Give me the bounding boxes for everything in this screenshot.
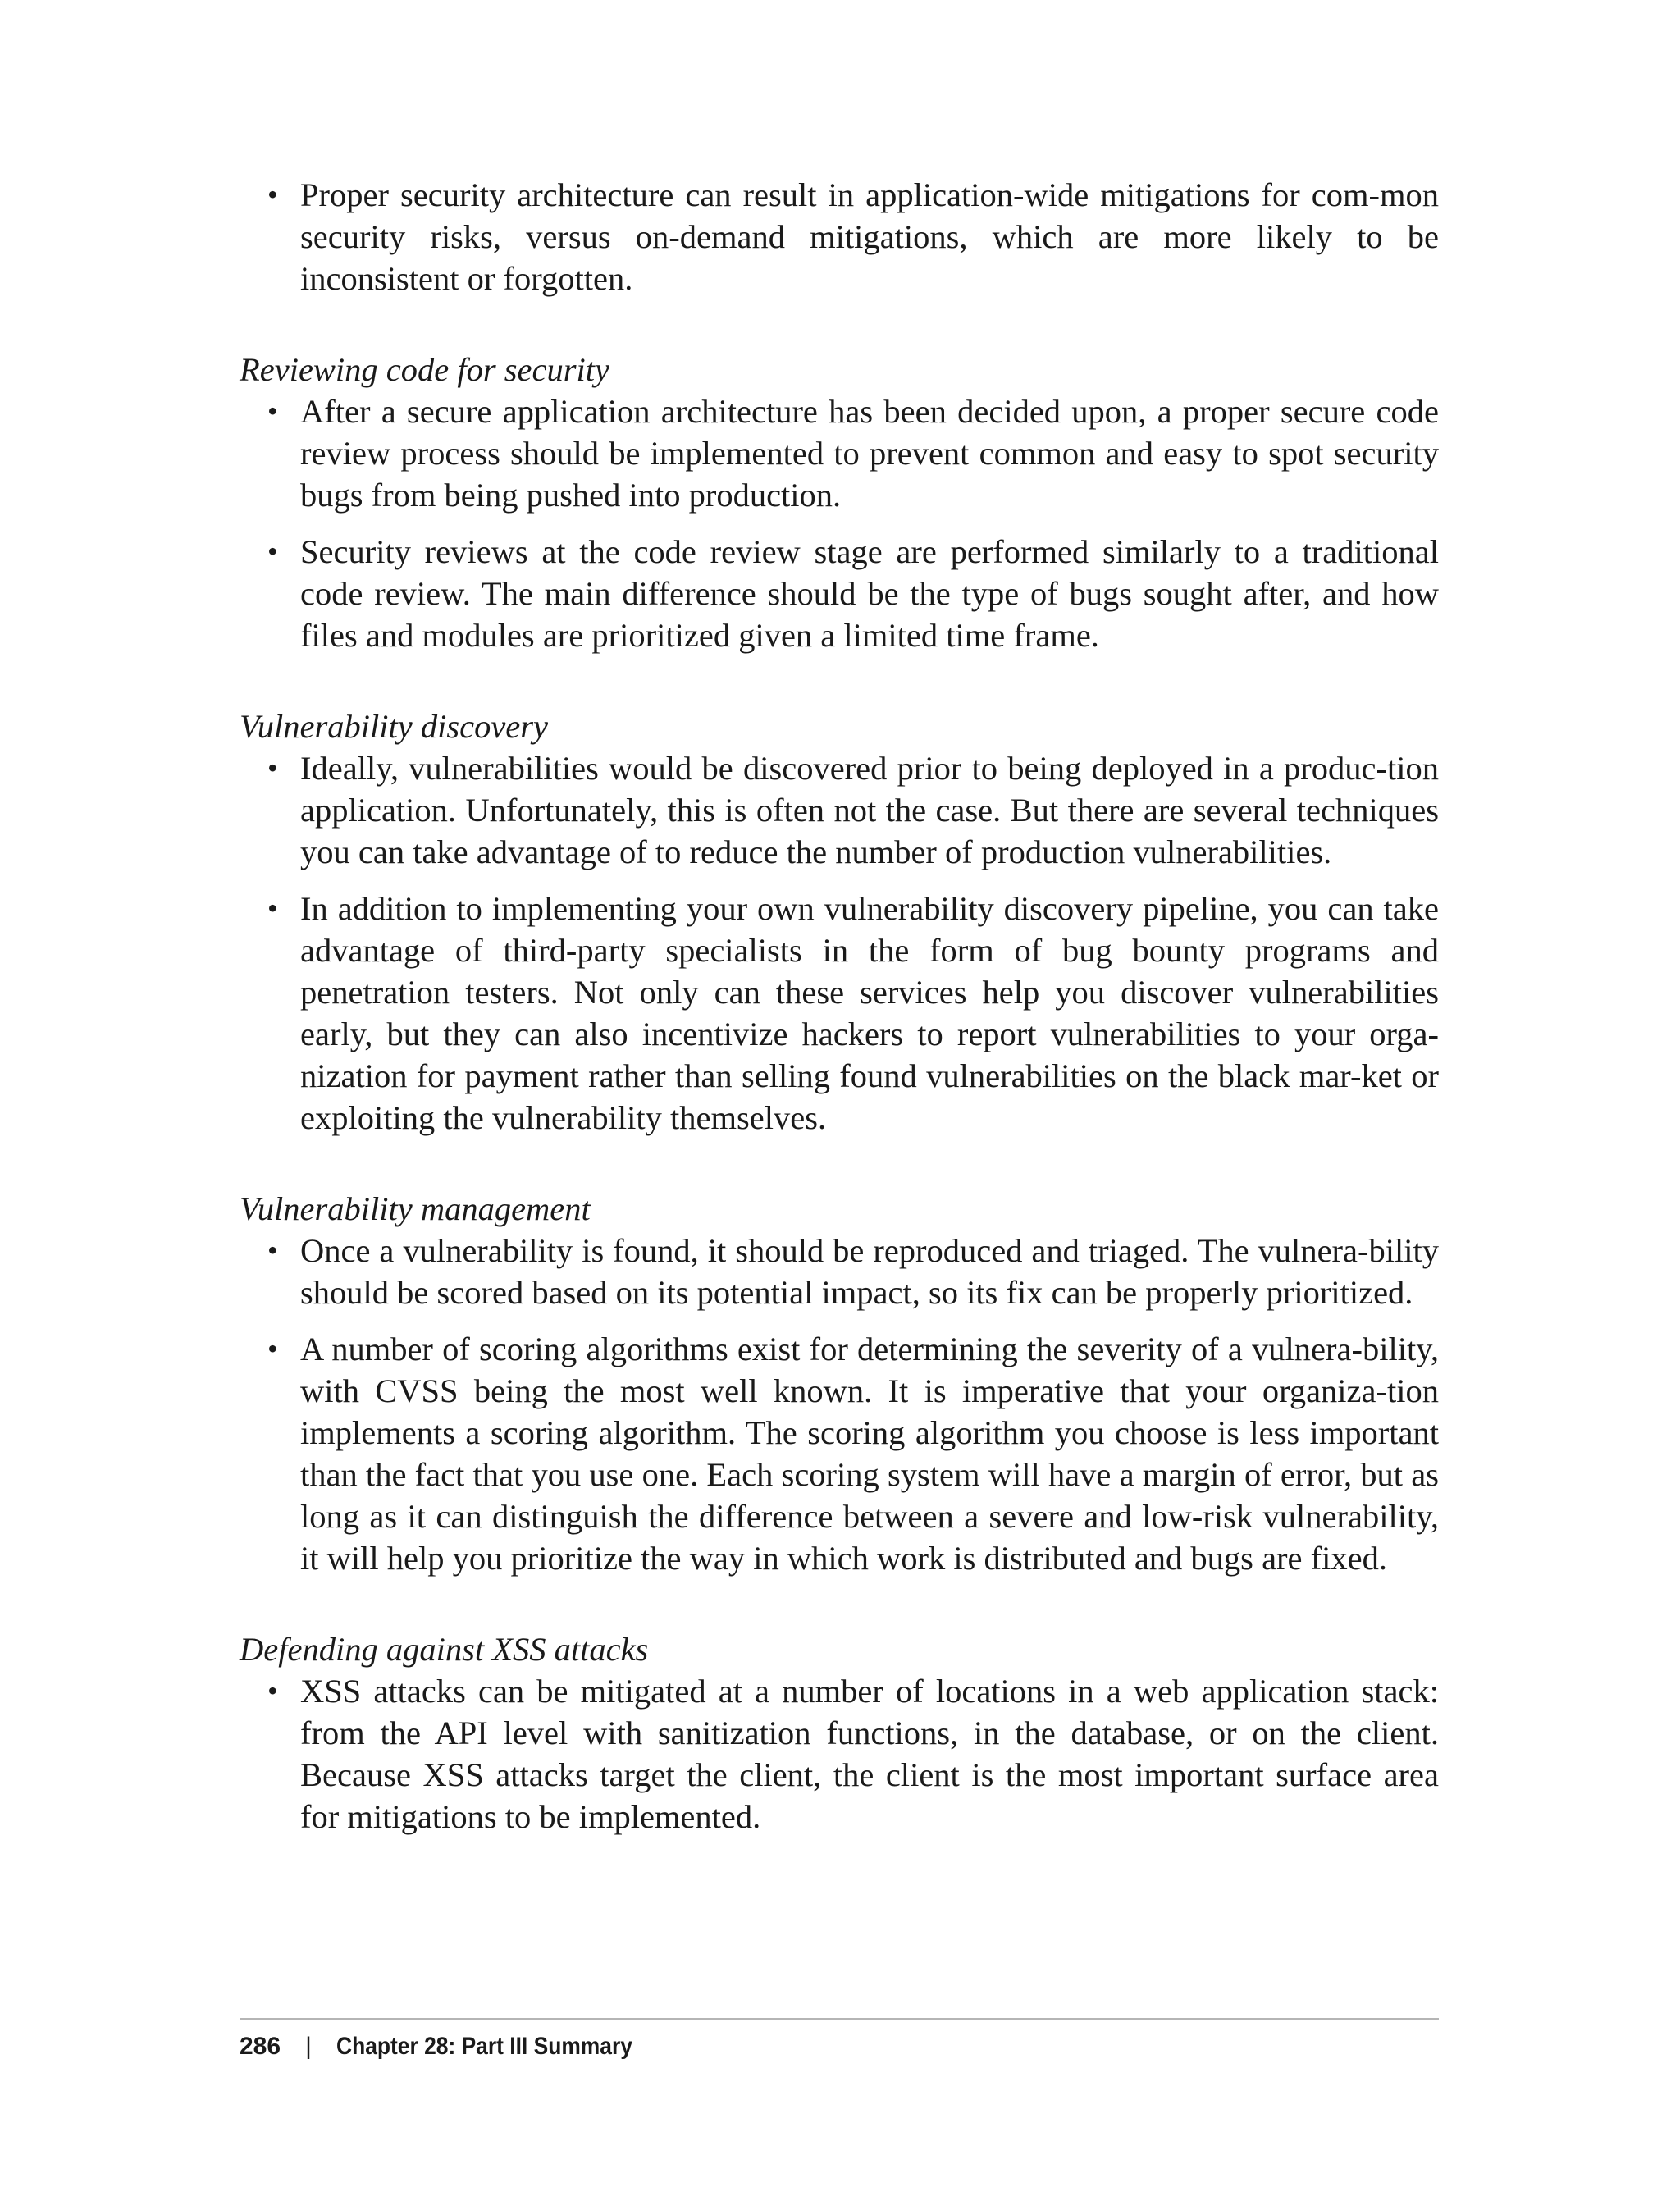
page-body xyxy=(240,174,1439,1838)
section-heading: Vulnerability discovery xyxy=(240,708,549,745)
bullet-icon: • xyxy=(267,178,278,211)
list-item-text: After a secure application architecture has been decided upon, a proper secure code review process should be implemented to prevent common and easy to spot security bugs from being pushed into production. xyxy=(300,393,1439,514)
bullet-list xyxy=(240,1230,1439,1579)
bullet-icon: • xyxy=(267,395,278,427)
list-item xyxy=(240,1328,1439,1579)
list-item-text: Security reviews at the code review stage are performed similarly to a traditional code review. The main difference should be the type of bugs sought after, and how files and modules are prioritized given a limited time frame. xyxy=(300,533,1439,654)
section-vulnerability-management xyxy=(240,1188,1439,1579)
bullet-icon: • xyxy=(267,1332,278,1365)
page-footer xyxy=(240,2030,673,2063)
bullet-icon: • xyxy=(267,892,278,924)
list-item-text: XSS attacks can be mitigated at a number of locations in a web application stack: from the API level with sanitization functions, in the database, or on the client. Because XSS attacks target the client, the client is the most important surface area for mitigations to be implemented. xyxy=(300,1673,1439,1835)
list-item xyxy=(240,888,1439,1139)
list-item-text: In addition to implementing your own vulnerability discovery pipeline, you can take advantage of third-party specialists in the form of bug bounty programs and penetration testers. Not only can these services help you discover vulnerabilities early, but they can also incentivize hackers to report vulnerabilities to your orga-nization for payment rather than selling found vulnerabilities on the black mar-ket or exploiting the vulnerability themselves. xyxy=(300,890,1439,1136)
section-defending-xss xyxy=(240,1628,1439,1838)
bullet-icon: • xyxy=(267,1234,278,1267)
list-item xyxy=(240,531,1439,656)
list-item-text: Ideally, vulnerabilities would be discovered prior to being deployed in a produc-tion application. Unfortunately, this is often not the case. But there are several techniques you can take advantage of to reduce the number of production vulnerabilities. xyxy=(300,750,1439,870)
section-reviewing-code xyxy=(240,349,1439,656)
section-heading: Defending against XSS attacks xyxy=(240,1631,649,1668)
list-item xyxy=(240,390,1439,516)
list-item-text: Once a vulnerability is found, it should be reproduced and triaged. The vulnera-bility should be scored based on its potential impact, so its fix can be properly prioritized. xyxy=(300,1232,1439,1311)
list-item xyxy=(240,747,1439,873)
section-heading: Vulnerability management xyxy=(240,1190,591,1227)
section-heading: Reviewing code for security xyxy=(240,351,609,388)
list-item xyxy=(240,1670,1439,1838)
page-number: 286 xyxy=(240,2033,281,2060)
section-vulnerability-discovery xyxy=(240,705,1439,1139)
list-item-text: Proper security architecture can result in application-wide mitigations for com-mon security risks, versus on-demand mitigations, which are more likely to be inconsistent or forgotten. xyxy=(300,176,1439,297)
list-item-text: A number of scoring algorithms exist for determining the severity of a vulnera-bility, with CVSS being the most well known. It is imperative that your organiza-tion implements a scoring algorithm. The scoring algorithm you choose is less important than the fact that you use one. Each scoring system will have a margin of error, but as long as it can distinguish the difference between a severe and low-risk vulnerability, it will help you prioritize the way in which work is distributed and bugs are fixed. xyxy=(300,1331,1439,1577)
bullet-list xyxy=(240,747,1439,1139)
bullet-icon: • xyxy=(267,1674,278,1707)
bullet-list xyxy=(240,1670,1439,1838)
list-item xyxy=(240,1230,1439,1313)
bullet-list xyxy=(240,390,1439,656)
bullet-icon: • xyxy=(267,535,278,568)
bullet-icon: • xyxy=(267,751,278,784)
footer-separator: | xyxy=(305,2033,312,2060)
intro-bullet-list xyxy=(240,174,1439,299)
footer-divider xyxy=(240,2018,1439,2020)
list-item xyxy=(240,174,1439,299)
chapter-title: Chapter 28: Part III Summary xyxy=(336,2033,632,2060)
